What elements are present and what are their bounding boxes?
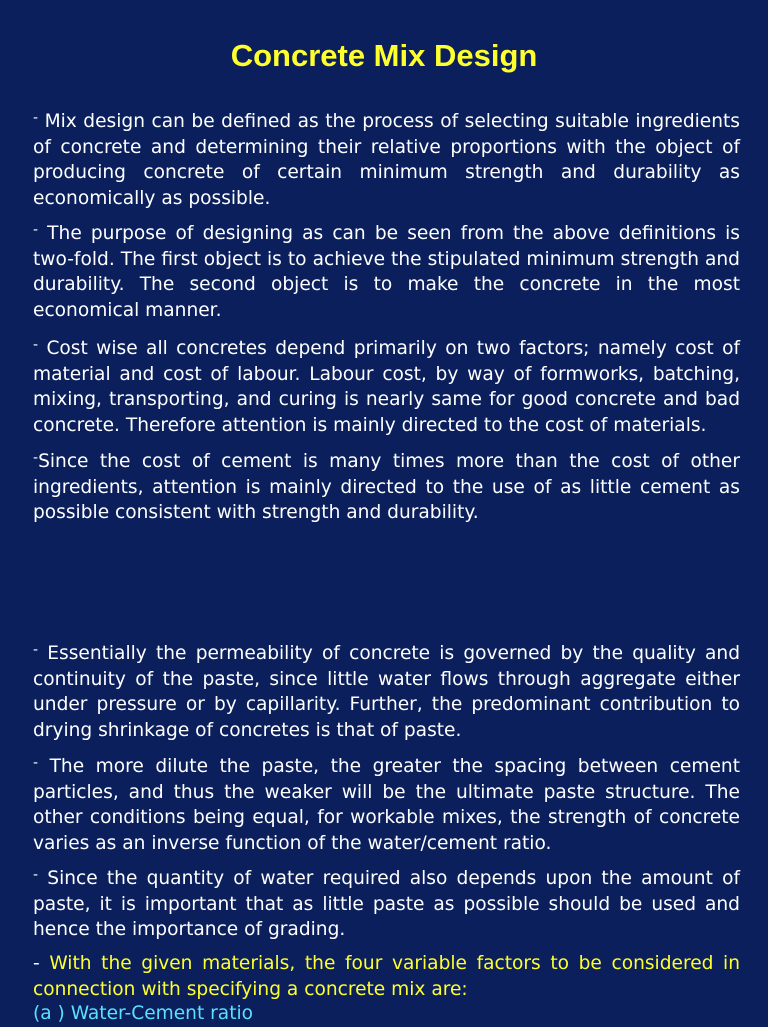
paragraph-water-quantity	[33, 863, 740, 943]
bullet-dash: -	[33, 642, 39, 658]
page-title: Concrete Mix Design	[230, 38, 538, 73]
paragraph-text: Since the cost of cement is many times more than the cost of other ingredients, attention is mainly directed to the use of as little cement as possible consistent with strength and durability.	[33, 451, 740, 523]
paragraph-dilute-paste	[33, 751, 740, 856]
paragraph-variable-factors	[33, 951, 740, 1002]
paragraph-text: The purpose of designing as can be seen from the above definitions is two-fold. The first object is to achieve the stipulated minimum strength and durability. The second object is to make the concrete in the most economical manner.	[33, 223, 740, 321]
bullet-dash: -	[33, 222, 39, 238]
paragraph-mix-design-definition	[33, 106, 740, 211]
bullet-dash: -	[33, 867, 39, 883]
paragraph-permeability	[33, 638, 740, 743]
bullet-dash: -	[33, 953, 50, 974]
paragraph-text: The more dilute the paste, the greater the spacing between cement particles, and thus the weaker will be the ultimate paste structure. The other conditions being equal, for workable mixes, the strength of concrete varies as an inverse function of the water/cement ratio.	[33, 756, 740, 854]
bullet-dash: -	[33, 337, 39, 353]
list-item-water-cement-ratio: (a ) Water-Cement ratio	[33, 1003, 254, 1024]
paragraph-purpose-of-design	[33, 218, 740, 323]
bullet-dash: -	[33, 450, 39, 466]
bullet-dash: -	[33, 755, 39, 771]
highlighted-text: With the given materials, the four variable factors to be considered in connection with specifying a concrete mix are:	[33, 953, 740, 1000]
paragraph-text: Since the quantity of water required also depends upon the amount of paste, it is important that as little paste as possible should be used and hence the importance of grading.	[33, 868, 740, 940]
paragraph-text: Essentially the permeability of concrete is governed by the quality and continuity of the paste, since little water flows through aggregate either under pressure or by capillarity. Further, the predominant contribution to drying shrinkage of concretes is that of paste.	[33, 643, 740, 741]
paragraph-text: Cost wise all concretes depend primarily on two factors; namely cost of material and cost of labour. Labour cost, by way of formworks, batching, mixing, transporting, and curing is nearly same for good concrete and bad concrete. Therefore attention is mainly directed to the cost of materials.	[33, 338, 740, 436]
paragraph-cost-factors	[33, 333, 740, 438]
bullet-dash: -	[33, 110, 39, 126]
paragraph-cement-cost	[33, 446, 740, 526]
paragraph-text: Mix design can be defined as the process of selecting suitable ingredients of concrete and determining their relative proportions with the object of producing concrete of certain minimum strength and durability as economically as possible.	[33, 111, 740, 209]
